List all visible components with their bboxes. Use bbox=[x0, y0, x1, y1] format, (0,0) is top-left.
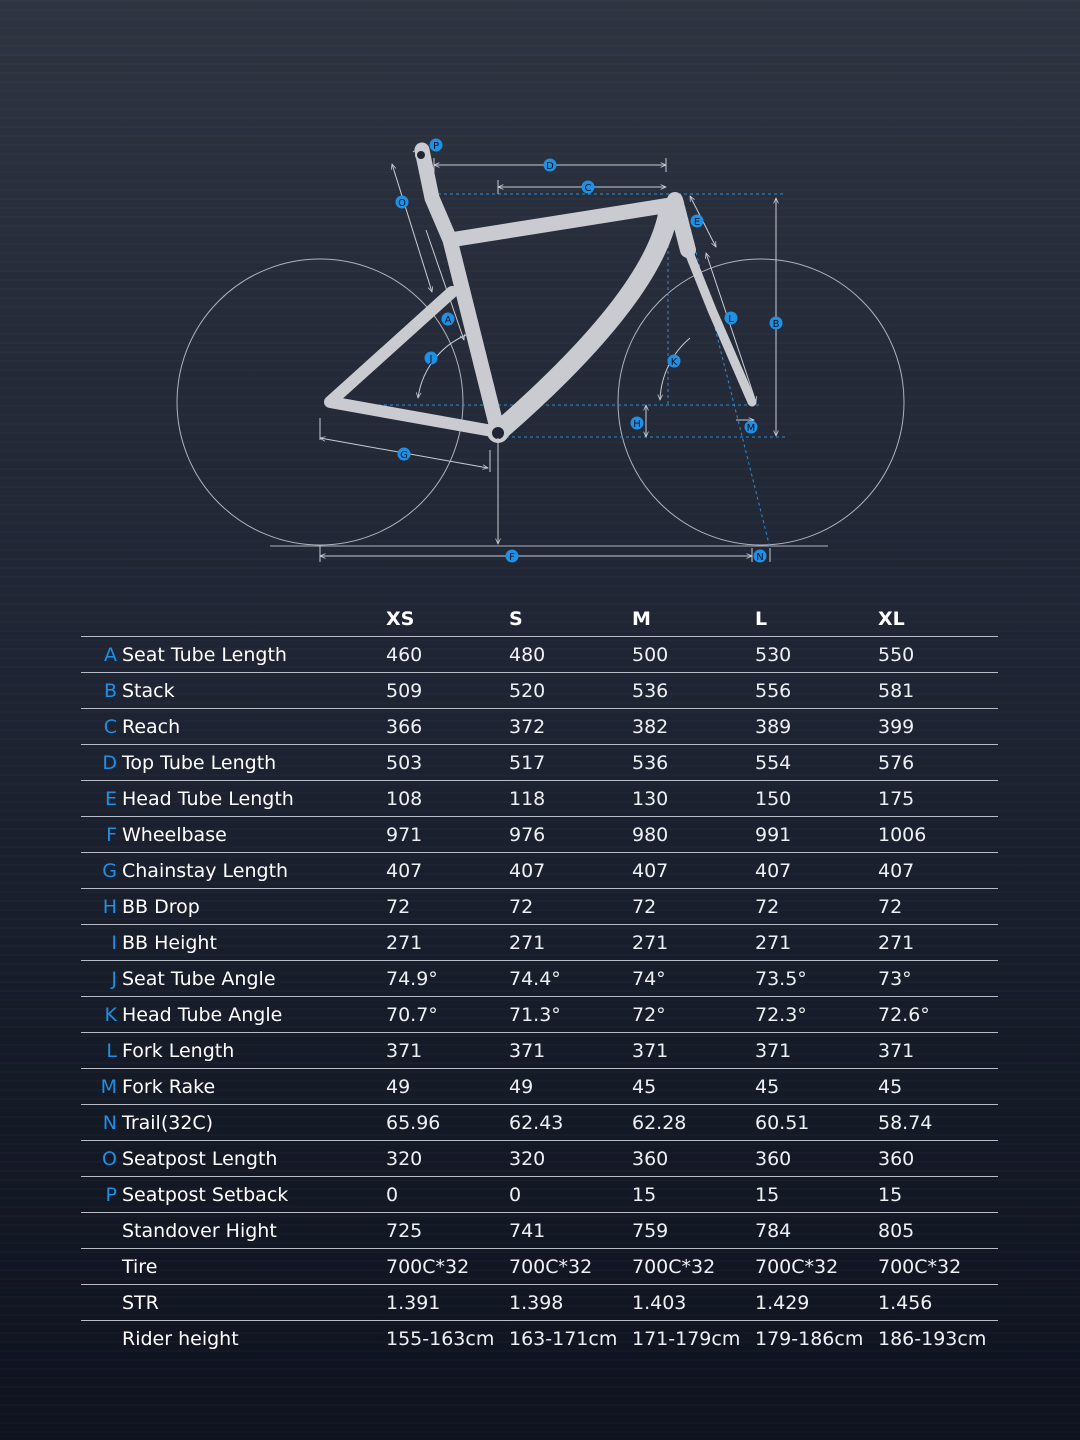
cell-value: 1.456 bbox=[878, 1291, 933, 1314]
row-label bbox=[81, 817, 386, 853]
cell-value: 759 bbox=[632, 1219, 669, 1242]
cell-value: 108 bbox=[386, 787, 423, 810]
dimension-code: N bbox=[102, 1111, 117, 1134]
table-row bbox=[81, 925, 998, 961]
cell-value: 72 bbox=[755, 895, 780, 918]
table-row bbox=[81, 1249, 998, 1285]
row-label bbox=[81, 1033, 386, 1069]
cell-value: 509 bbox=[386, 679, 423, 702]
cell-value: 72 bbox=[386, 895, 411, 918]
dimension-code: G bbox=[102, 859, 117, 882]
bottom-bracket bbox=[491, 426, 505, 440]
cell-value: 360 bbox=[878, 1147, 915, 1170]
cell-value: 980 bbox=[632, 823, 669, 846]
cell-value: 407 bbox=[386, 859, 423, 882]
cell-value: 15 bbox=[755, 1183, 780, 1206]
cell-value: 72° bbox=[632, 1003, 666, 1026]
label-F bbox=[506, 550, 519, 564]
cell-value: 15 bbox=[632, 1183, 657, 1206]
cell-value: 1.398 bbox=[509, 1291, 564, 1314]
cell-value: 72 bbox=[509, 895, 534, 918]
cell-value: 480 bbox=[509, 643, 546, 666]
label-H bbox=[631, 417, 644, 431]
table-row bbox=[81, 745, 998, 781]
row-label bbox=[81, 637, 386, 673]
table-row bbox=[81, 1177, 998, 1213]
row-label bbox=[81, 1177, 386, 1213]
cell-value: 62.43 bbox=[509, 1111, 564, 1134]
cell-value: 805 bbox=[878, 1219, 915, 1242]
cell-value: 554 bbox=[755, 751, 792, 774]
cell-value: 460 bbox=[386, 643, 423, 666]
cell-value: 58.74 bbox=[878, 1111, 933, 1134]
dimension-name: Standover Hight bbox=[122, 1219, 277, 1242]
dimension-name: Seat Tube Length bbox=[122, 643, 287, 666]
cell-value: 171-179cm bbox=[632, 1327, 741, 1350]
table-row bbox=[81, 1285, 998, 1321]
cell-value: 372 bbox=[509, 715, 546, 738]
svg-text:O: O bbox=[398, 198, 406, 209]
dimension-name: Reach bbox=[122, 715, 181, 738]
row-label bbox=[81, 1285, 386, 1321]
cell-value: 118 bbox=[509, 787, 546, 810]
row-label bbox=[81, 781, 386, 817]
table-row bbox=[81, 1213, 998, 1249]
cell-value: 991 bbox=[755, 823, 792, 846]
cell-value: 271 bbox=[509, 931, 546, 954]
cell-value: 70.7° bbox=[386, 1003, 438, 1026]
dimension-code: K bbox=[104, 1003, 117, 1026]
table-row bbox=[81, 1069, 998, 1105]
cell-value: 74° bbox=[632, 967, 666, 990]
cell-value: 550 bbox=[878, 643, 915, 666]
cell-value: 72 bbox=[878, 895, 903, 918]
cell-value: 73° bbox=[878, 967, 912, 990]
row-label bbox=[81, 1321, 386, 1357]
table-row bbox=[81, 1321, 998, 1357]
dimension-name: Stack bbox=[122, 679, 175, 702]
label-G bbox=[398, 448, 411, 462]
table-row bbox=[81, 853, 998, 889]
cell-value: 71.3° bbox=[509, 1003, 561, 1026]
cell-value: 371 bbox=[386, 1039, 423, 1062]
size-header: XS bbox=[386, 607, 415, 630]
row-label bbox=[81, 673, 386, 709]
label-P bbox=[430, 139, 443, 153]
cell-value: 556 bbox=[755, 679, 792, 702]
svg-text:F: F bbox=[509, 552, 515, 563]
row-label bbox=[81, 1069, 386, 1105]
svg-text:H: H bbox=[633, 419, 641, 430]
table-row bbox=[81, 1105, 998, 1141]
svg-text:J: J bbox=[429, 354, 433, 365]
cell-value: 72.3° bbox=[755, 1003, 807, 1026]
table-row bbox=[81, 673, 998, 709]
cell-value: 1.391 bbox=[386, 1291, 441, 1314]
dimension-name: STR bbox=[122, 1291, 159, 1314]
cell-value: 360 bbox=[632, 1147, 669, 1170]
cell-value: 700C*32 bbox=[755, 1255, 839, 1278]
dimension-name: Seatpost Length bbox=[122, 1147, 278, 1170]
cell-value: 581 bbox=[878, 679, 915, 702]
dimension-code: A bbox=[104, 643, 117, 666]
svg-text:E: E bbox=[693, 217, 701, 228]
row-label bbox=[81, 925, 386, 961]
dimension-code: C bbox=[103, 715, 117, 738]
dimension-name: Chainstay Length bbox=[122, 859, 289, 882]
svg-text:N: N bbox=[756, 552, 764, 563]
svg-text:P: P bbox=[432, 141, 440, 152]
row-label bbox=[81, 1141, 386, 1177]
geometry-rows bbox=[81, 637, 998, 1357]
cell-value: 371 bbox=[755, 1039, 792, 1062]
dimension-code: M bbox=[100, 1075, 117, 1098]
geometry-diagram bbox=[0, 0, 1080, 600]
cell-value: 45 bbox=[632, 1075, 657, 1098]
row-label bbox=[81, 709, 386, 745]
dimension-code: L bbox=[106, 1039, 117, 1062]
cell-value: 971 bbox=[386, 823, 423, 846]
cell-value: 271 bbox=[632, 931, 669, 954]
cell-value: 517 bbox=[509, 751, 546, 774]
cell-value: 976 bbox=[509, 823, 546, 846]
dimension-name: Fork Length bbox=[122, 1039, 235, 1062]
cell-value: 700C*32 bbox=[632, 1255, 716, 1278]
svg-text:B: B bbox=[772, 319, 780, 330]
dimension-name: Tire bbox=[122, 1255, 158, 1278]
cell-value: 271 bbox=[386, 931, 423, 954]
cell-value: 1.403 bbox=[632, 1291, 687, 1314]
dimension-name: Top Tube Length bbox=[122, 751, 277, 774]
size-header: XL bbox=[878, 607, 905, 630]
table-row bbox=[81, 817, 998, 853]
cell-value: 186-193cm bbox=[878, 1327, 987, 1350]
table-row bbox=[81, 709, 998, 745]
dimension-code: O bbox=[102, 1147, 117, 1170]
cell-value: 175 bbox=[878, 787, 915, 810]
cell-value: 65.96 bbox=[386, 1111, 441, 1134]
dimension-name: Fork Rake bbox=[122, 1075, 216, 1098]
dimension-code: D bbox=[102, 751, 117, 774]
cell-value: 73.5° bbox=[755, 967, 807, 990]
cell-value: 725 bbox=[386, 1219, 423, 1242]
size-header: S bbox=[509, 607, 523, 630]
row-label bbox=[81, 745, 386, 781]
label-E bbox=[691, 215, 704, 229]
row-label bbox=[81, 889, 386, 925]
dimension-code: E bbox=[104, 787, 117, 810]
cell-value: 500 bbox=[632, 643, 669, 666]
label-A bbox=[442, 313, 455, 327]
svg-text:G: G bbox=[400, 450, 408, 461]
cell-value: 271 bbox=[755, 931, 792, 954]
cell-value: 60.51 bbox=[755, 1111, 810, 1134]
dimension-code: B bbox=[103, 679, 117, 702]
size-header-row bbox=[81, 601, 998, 637]
svg-text:L: L bbox=[728, 314, 734, 325]
dimension-code: H bbox=[102, 895, 117, 918]
cell-value: 45 bbox=[755, 1075, 780, 1098]
cell-value: 407 bbox=[878, 859, 915, 882]
cell-value: 360 bbox=[755, 1147, 792, 1170]
cell-value: 320 bbox=[386, 1147, 423, 1170]
cell-value: 130 bbox=[632, 787, 669, 810]
cell-value: 179-186cm bbox=[755, 1327, 864, 1350]
cell-value: 0 bbox=[509, 1183, 522, 1206]
front-wheel bbox=[618, 259, 904, 545]
cell-value: 536 bbox=[632, 751, 669, 774]
svg-text:K: K bbox=[670, 357, 678, 368]
cell-value: 74.9° bbox=[386, 967, 438, 990]
table-row bbox=[81, 889, 998, 925]
dimension-name: Head Tube Length bbox=[122, 787, 294, 810]
cell-value: 503 bbox=[386, 751, 423, 774]
row-label bbox=[81, 1213, 386, 1249]
header-spacer bbox=[81, 601, 386, 637]
table-row bbox=[81, 1033, 998, 1069]
label-D bbox=[544, 159, 557, 173]
label-L bbox=[725, 312, 738, 326]
row-label bbox=[81, 961, 386, 997]
cell-value: 150 bbox=[755, 787, 792, 810]
cell-value: 1.429 bbox=[755, 1291, 810, 1314]
cell-value: 407 bbox=[755, 859, 792, 882]
cell-value: 62.28 bbox=[632, 1111, 687, 1134]
geometry-table bbox=[81, 601, 998, 1356]
cell-value: 700C*32 bbox=[386, 1255, 470, 1278]
cell-value: 700C*32 bbox=[509, 1255, 593, 1278]
cell-value: 520 bbox=[509, 679, 546, 702]
cell-value: 72.6° bbox=[878, 1003, 930, 1026]
cell-value: 784 bbox=[755, 1219, 792, 1242]
cell-value: 407 bbox=[509, 859, 546, 882]
label-M bbox=[745, 421, 758, 435]
cell-value: 72 bbox=[632, 895, 657, 918]
table-row bbox=[81, 961, 998, 997]
cell-value: 163-171cm bbox=[509, 1327, 618, 1350]
dimension-name: Wheelbase bbox=[122, 823, 227, 846]
dimension-code: I bbox=[111, 931, 117, 954]
dimension-name: Head Tube Angle bbox=[122, 1003, 283, 1026]
cell-value: 536 bbox=[632, 679, 669, 702]
table-row bbox=[81, 781, 998, 817]
cell-value: 366 bbox=[386, 715, 423, 738]
cell-value: 399 bbox=[878, 715, 915, 738]
svg-text:D: D bbox=[546, 161, 554, 172]
label-B bbox=[770, 317, 783, 331]
cell-value: 530 bbox=[755, 643, 792, 666]
cell-value: 271 bbox=[878, 931, 915, 954]
svg-text:M: M bbox=[746, 423, 756, 434]
cell-value: 49 bbox=[386, 1075, 411, 1098]
cell-value: 155-163cm bbox=[386, 1327, 495, 1350]
dimension-code: J bbox=[111, 967, 117, 990]
label-J bbox=[425, 352, 438, 366]
dimension-code: P bbox=[105, 1183, 117, 1206]
cell-value: 371 bbox=[509, 1039, 546, 1062]
cell-value: 389 bbox=[755, 715, 792, 738]
row-label bbox=[81, 1249, 386, 1285]
dimension-code: F bbox=[106, 823, 117, 846]
cell-value: 371 bbox=[878, 1039, 915, 1062]
label-K bbox=[668, 355, 681, 369]
svg-text:A: A bbox=[444, 315, 452, 326]
rear-wheel bbox=[177, 259, 463, 545]
cell-value: 382 bbox=[632, 715, 669, 738]
svg-text:C: C bbox=[584, 183, 592, 194]
cell-value: 741 bbox=[509, 1219, 546, 1242]
cell-value: 49 bbox=[509, 1075, 534, 1098]
row-label bbox=[81, 997, 386, 1033]
cell-value: 0 bbox=[386, 1183, 399, 1206]
cell-value: 576 bbox=[878, 751, 915, 774]
row-label bbox=[81, 1105, 386, 1141]
cell-value: 371 bbox=[632, 1039, 669, 1062]
cell-value: 45 bbox=[878, 1075, 903, 1098]
table-row bbox=[81, 637, 998, 673]
cell-value: 320 bbox=[509, 1147, 546, 1170]
cell-value: 700C*32 bbox=[878, 1255, 962, 1278]
label-O bbox=[396, 196, 409, 210]
size-header: L bbox=[755, 607, 768, 630]
cell-value: 74.4° bbox=[509, 967, 561, 990]
table-row bbox=[81, 997, 998, 1033]
dimension-name: Rider height bbox=[122, 1327, 239, 1350]
label-C bbox=[582, 181, 595, 195]
cell-value: 1006 bbox=[878, 823, 927, 846]
dimension-name: BB Drop bbox=[122, 895, 200, 918]
dimension-name: Trail(32C) bbox=[122, 1111, 214, 1134]
cell-value: 407 bbox=[632, 859, 669, 882]
dimension-name: Seatpost Setback bbox=[122, 1183, 289, 1206]
table-row bbox=[81, 1141, 998, 1177]
dimension-name: Seat Tube Angle bbox=[122, 967, 276, 990]
label-N bbox=[754, 550, 767, 564]
dimension-name: BB Height bbox=[122, 931, 217, 954]
seatpost-top bbox=[416, 150, 426, 160]
cell-value: 15 bbox=[878, 1183, 903, 1206]
size-header: M bbox=[632, 607, 651, 630]
row-label bbox=[81, 853, 386, 889]
